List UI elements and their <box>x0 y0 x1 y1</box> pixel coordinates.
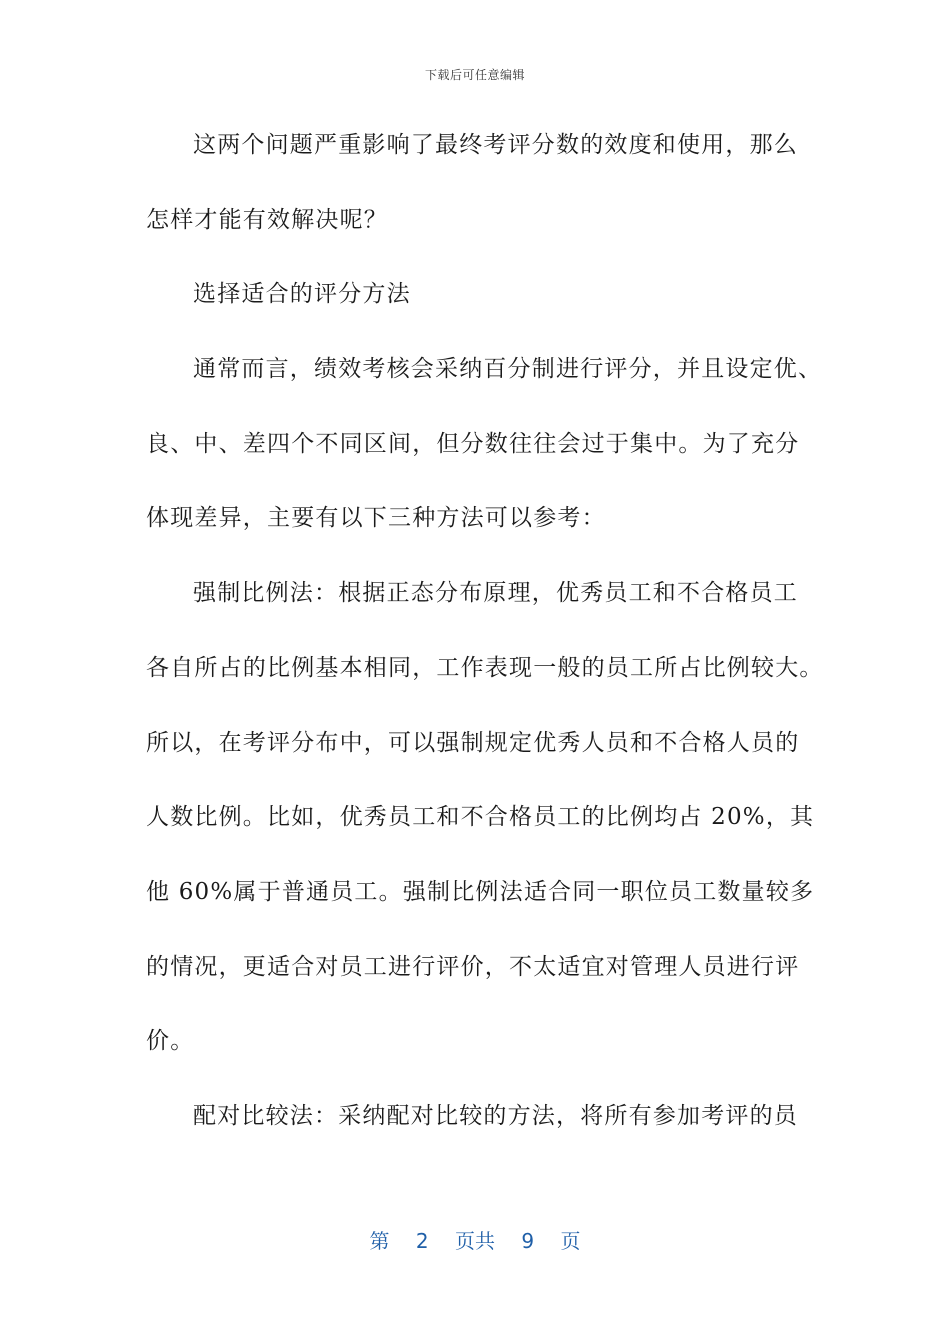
current-page-number: 2 <box>415 1229 429 1253</box>
paragraph-line: 这两个问题严重影响了最终考评分数的效度和使用，那么 <box>193 132 798 158</box>
page-middle: 页共 <box>455 1229 495 1253</box>
section-heading: 选择适合的评分方法 <box>193 281 411 308</box>
document-body <box>146 108 824 1154</box>
page-suffix: 页 <box>560 1229 581 1253</box>
paragraph-line: 配对比较法：采纳配对比较的方法，将所有参加考评的员 <box>193 1102 798 1129</box>
page-header: 下载后可任意编辑 <box>424 68 525 82</box>
paragraph-line: 强制比例法：根据正态分布原理，优秀员工和不合格员工 <box>193 580 798 607</box>
paragraph-line: 通常而言，绩效考核会采纳百分制进行评分，并且设定优、 <box>193 356 823 383</box>
paragraph-line: 人数比例。比如，优秀员工和不合格员工的比例均占 20%，其 <box>146 804 815 831</box>
page-prefix: 第 <box>369 1229 390 1253</box>
paragraph-line: 价。 <box>146 1028 195 1055</box>
page-footer <box>0 1225 950 1254</box>
total-pages-number: 9 <box>521 1229 535 1253</box>
paragraph-line: 各自所占的比例基本相同，工作表现一般的员工所占比例较大。 <box>146 654 824 681</box>
paragraph-line: 体现差异，主要有以下三种方法可以参考： <box>146 505 606 532</box>
paragraph-line: 的情况，更适合对员工进行评价，不太适宜对管理人员进行评 <box>146 953 800 980</box>
paragraph-line: 怎样才能有效解决呢？ <box>146 206 388 233</box>
paragraph-line: 所以，在考评分布中，可以强制规定优秀人员和不合格人员的 <box>146 729 800 756</box>
paragraph-line: 良、中、差四个不同区间，但分数往往会过于集中。为了充分 <box>146 430 800 457</box>
paragraph-line: 他 60%属于普通员工。强制比例法适合同一职位员工数量较多 <box>146 878 815 905</box>
